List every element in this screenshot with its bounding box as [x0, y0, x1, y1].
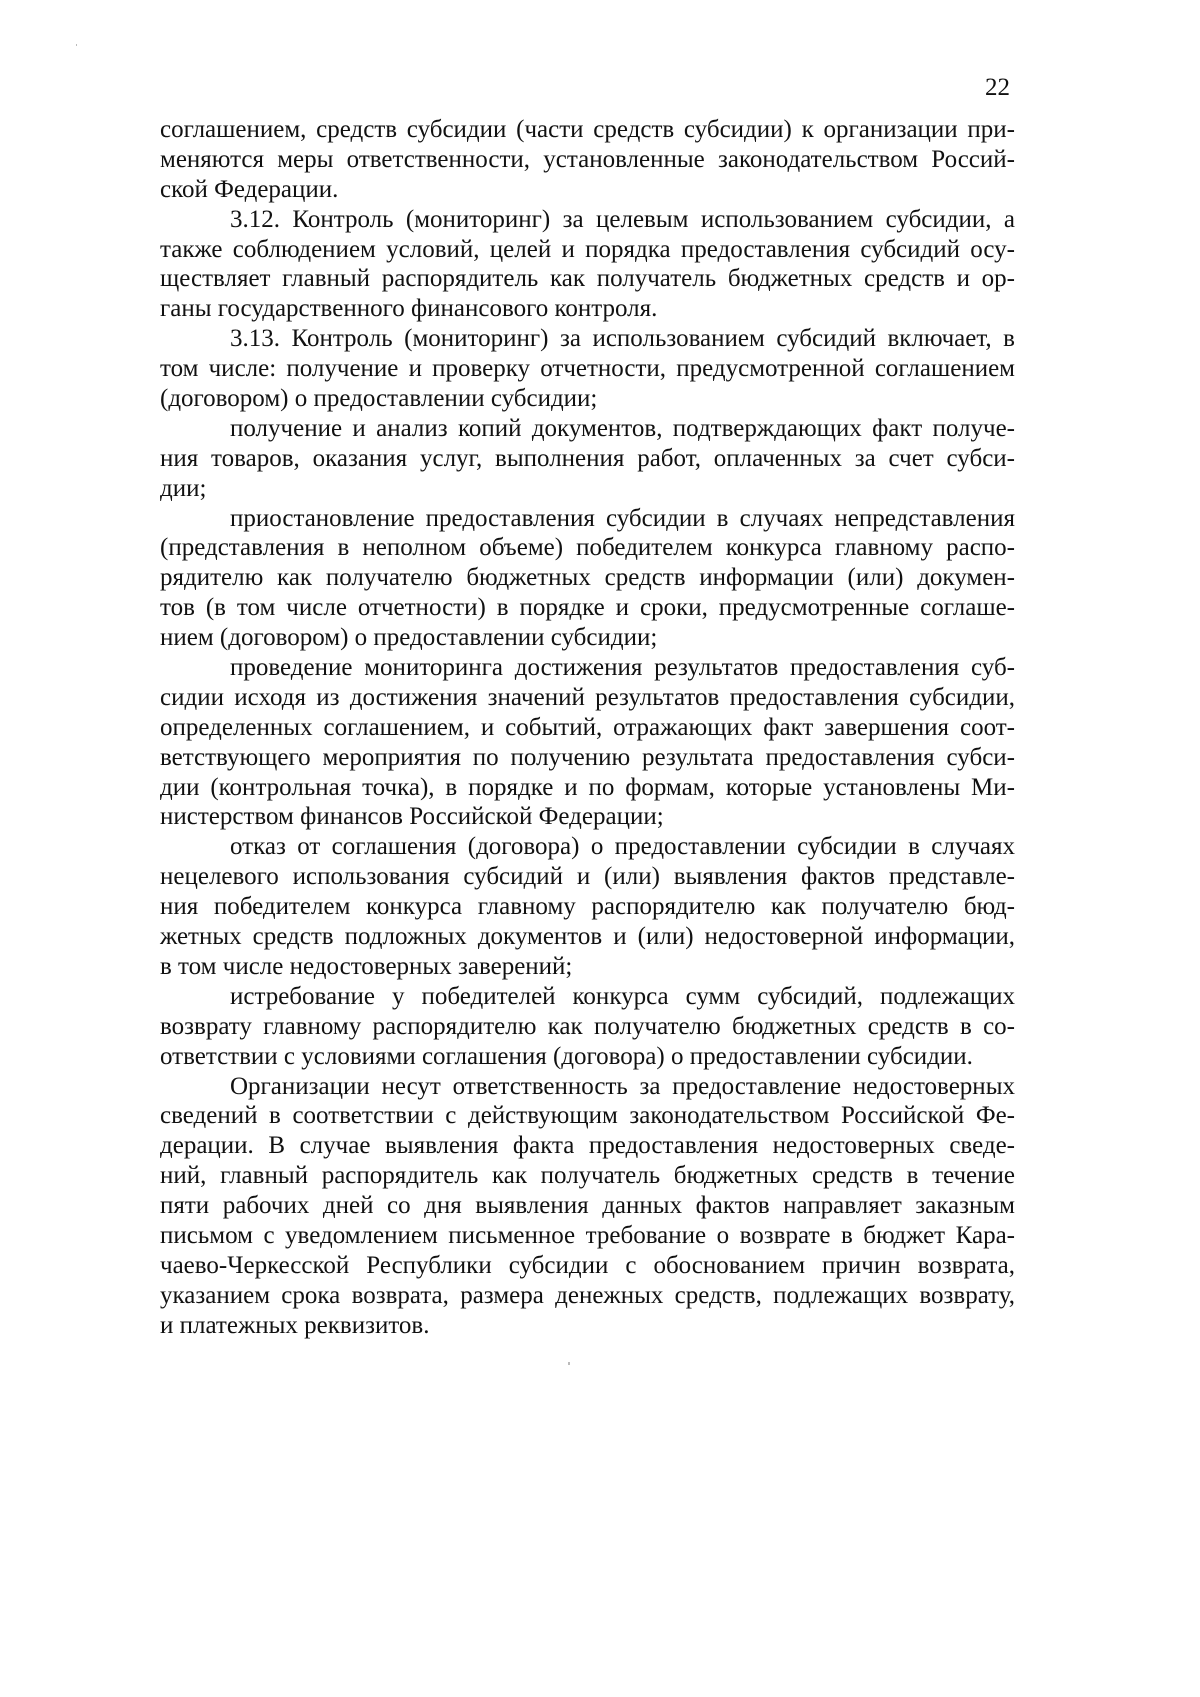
text-line: дии (контрольная точка), в порядке и по формам, которые установлены Ми-	[160, 773, 1015, 801]
text-line: получение и анализ копий документов, подтверждающих факт получе-	[230, 414, 1015, 442]
text-line: ответствии с условиями соглашения (договора) о предоставлении субсидии.	[160, 1042, 973, 1070]
text-line: соглашением, средств субсидии (части средств субсидии) к организации при-	[160, 116, 1015, 143]
scan-speck	[76, 44, 77, 46]
text-line: также соблюдением условий, целей и порядка предоставления субсидий осу-	[160, 235, 1015, 263]
page-number: 22	[985, 74, 1010, 101]
scan-speck	[568, 1362, 570, 1365]
text-line: истребование у победителей конкурса сумм субсидий, подлежащих	[230, 982, 1015, 1010]
text-line: чаево-Черкесской Республики субсидии с обоснованием причин возврата,	[160, 1251, 1015, 1279]
text-line: ществляет главный распорядитель как получатель бюджетных средств и ор-	[160, 265, 1015, 293]
text-line: ской Федерации.	[160, 175, 339, 203]
text-line: ганы государственного финансового контроля.	[160, 295, 658, 323]
text-line: отказ от соглашения (договора) о предоставлении субсидии в случаях	[230, 833, 1015, 861]
text-line: нецелевого использования субсидий и (или) выявления фактов представле-	[160, 863, 1015, 891]
text-line: ния победителем конкурса главному распорядителю как получателю бюд-	[160, 893, 1015, 921]
text-line: ветствующего мероприятия по получению результата предоставления субси-	[160, 743, 1015, 771]
text-line: нием (договором) о предоставлении субсидии;	[160, 624, 658, 652]
text-line: ний, главный распорядитель как получатель бюджетных средств в течение	[160, 1162, 1015, 1190]
text-line: сидии исходя из достижения значений результатов предоставления субсидии,	[160, 683, 1015, 711]
document-body	[160, 115, 1015, 1341]
text-line: письмом с уведомлением письменное требование о возврате в бюджет Кара-	[160, 1221, 1015, 1249]
text-line: сведений в соответствии с действующим законодательством Российской Фе-	[160, 1102, 1015, 1130]
text-line: ния товаров, оказания услуг, выполнения работ, оплаченных за счет субси-	[160, 444, 1015, 472]
text-line: указанием срока возврата, размера денежных средств, подлежащих возврату,	[160, 1281, 1015, 1309]
text-line: том числе: получение и проверку отчетности, предусмотренной соглашением	[160, 355, 1015, 383]
text-line: меняются меры ответственности, установленные законодательством Россий-	[160, 145, 1015, 173]
text-line: приостановление предоставления субсидии в случаях непредставления	[230, 504, 1015, 532]
text-line: дии;	[160, 474, 207, 502]
text-line: 3.12. Контроль (мониторинг) за целевым использованием субсидии, а	[230, 205, 1015, 233]
text-line: проведение мониторинга достижения результатов предоставления суб-	[230, 654, 1015, 682]
text-line: пяти рабочих дней со дня выявления данных фактов направляет заказным	[160, 1192, 1015, 1220]
text-line: и платежных реквизитов.	[160, 1311, 430, 1339]
text-line: Организации несут ответственность за предоставление недостоверных	[230, 1072, 1015, 1100]
text-line: жетных средств подложных документов и (или) недостоверной информации,	[160, 923, 1015, 951]
text-line: нистерством финансов Российской Федерации;	[160, 803, 664, 831]
text-line: рядителю как получателю бюджетных средств информации (или) докумен-	[160, 564, 1015, 592]
text-line: в том числе недостоверных заверений;	[160, 952, 573, 980]
text-line: (представления в неполном объеме) победителем конкурса главному распо-	[160, 534, 1015, 562]
text-line: дерации. В случае выявления факта предоставления недостоверных сведе-	[160, 1132, 1015, 1160]
text-line: (договором) о предоставлении субсидии;	[160, 385, 598, 413]
text-line: 3.13. Контроль (мониторинг) за использованием субсидий включает, в	[230, 325, 1015, 353]
text-line: тов (в том числе отчетности) в порядке и сроки, предусмотренные соглаше-	[160, 594, 1015, 622]
text-line: определенных соглашением, и событий, отражающих факт завершения соот-	[160, 713, 1015, 741]
text-line: возврату главному распорядителю как получателю бюджетных средств в со-	[160, 1012, 1015, 1040]
